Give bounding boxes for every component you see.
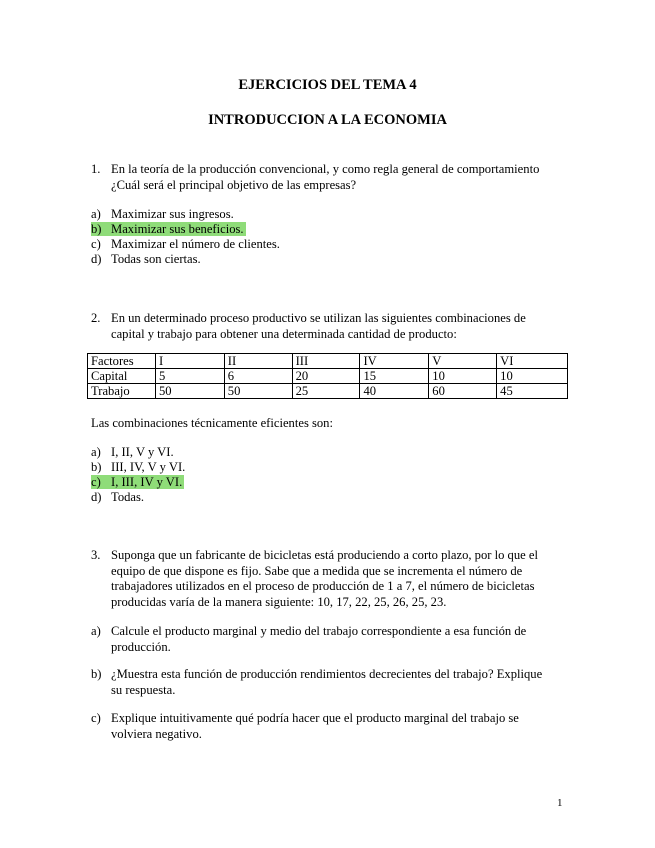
part-letter: c) xyxy=(91,711,101,725)
table-cell: IV xyxy=(360,354,429,369)
question-text: En un determinado proceso productivo se utilizan las siguientes combinaciones de capital y trabajo para obtener una determinada cantidad de producto: xyxy=(111,311,526,341)
question-number: 3. xyxy=(91,548,101,562)
q2-option-b xyxy=(91,460,185,476)
table-cell: 10 xyxy=(497,369,568,384)
question-3 xyxy=(91,548,555,610)
option-text: I, III, IV y VI. xyxy=(111,475,183,489)
option-letter: b) xyxy=(91,460,102,474)
table-cell: Factores xyxy=(88,354,156,369)
part-letter: a) xyxy=(91,624,101,638)
table-cell: 20 xyxy=(292,369,360,384)
q1-option-d xyxy=(91,252,201,268)
table-cell: Trabajo xyxy=(88,384,156,399)
part-letter: b) xyxy=(91,667,102,681)
table-cell: 5 xyxy=(155,369,224,384)
option-text: III, IV, V y VI. xyxy=(111,460,186,474)
q2-prompt: Las combinaciones técnicamente eficientes son: xyxy=(91,416,333,430)
q1-option-c xyxy=(91,237,280,253)
question-2 xyxy=(91,311,551,342)
q1-option-b-highlighted xyxy=(91,222,246,238)
option-letter: c) xyxy=(91,237,101,251)
table-row xyxy=(88,384,568,399)
part-text: Explique intuitivamente qué podría hacer que el producto marginal del trabajo se volviera negativo. xyxy=(111,711,519,741)
document-subtitle: INTRODUCCION A LA ECONOMIA xyxy=(208,112,447,128)
option-text: Maximizar sus beneficios. xyxy=(111,222,244,236)
table-cell: 6 xyxy=(224,369,292,384)
option-letter: b) xyxy=(91,222,102,236)
option-text: Maximizar sus ingresos. xyxy=(111,207,234,221)
table-cell: 50 xyxy=(224,384,292,399)
factors-table xyxy=(87,353,568,399)
question-text: En la teoría de la producción convencional, y como regla general de comportamiento ¿Cuál será el principal objetivo de las empresas? xyxy=(111,162,540,192)
part-text: Calcule el producto marginal y medio del trabajo correspondiente a esa función de producción. xyxy=(111,624,527,654)
q3-part-a xyxy=(91,624,541,655)
part-text: ¿Muestra esta función de producción rendimientos decrecientes del trabajo? Explique su respuesta. xyxy=(111,667,543,697)
q2-option-a xyxy=(91,445,174,461)
table-cell: 15 xyxy=(360,369,429,384)
page-number: 1 xyxy=(557,797,563,809)
q2-option-c-highlighted xyxy=(91,475,184,491)
question-number: 2. xyxy=(91,311,101,325)
table-row xyxy=(88,369,568,384)
table-cell: II xyxy=(224,354,292,369)
option-text: Todas. xyxy=(111,490,145,504)
table-cell: VI xyxy=(497,354,568,369)
option-text: Todas son ciertas. xyxy=(111,252,201,266)
table-cell: 40 xyxy=(360,384,429,399)
option-text: Maximizar el número de clientes. xyxy=(111,237,280,251)
option-letter: a) xyxy=(91,207,101,221)
option-text: I, II, V y VI. xyxy=(111,445,174,459)
document-title: EJERCICIOS DEL TEMA 4 xyxy=(238,77,417,93)
q3-part-c xyxy=(91,711,541,742)
option-letter: d) xyxy=(91,490,102,504)
table-cell: I xyxy=(155,354,224,369)
question-number: 1. xyxy=(91,162,101,176)
table-cell: III xyxy=(292,354,360,369)
question-text: Suponga que un fabricante de bicicletas está produciendo a corto plazo, por lo que el equipo de que dispone es fijo. Sabe que a medida que se incrementa el número de trabajadores utilizados en el proceso de producción de 1 a 7, el número de bicicletas producidas varía de la manera siguiente: 10, 17, 22, 25, 26, 25, 23. xyxy=(111,548,538,609)
q3-part-b xyxy=(91,667,553,698)
q2-option-d xyxy=(91,490,144,506)
q1-option-a xyxy=(91,207,234,223)
table-cell: 10 xyxy=(429,369,497,384)
table-cell: V xyxy=(429,354,497,369)
option-letter: a) xyxy=(91,445,101,459)
table-cell: 25 xyxy=(292,384,360,399)
table-cell: 50 xyxy=(155,384,224,399)
table-cell: 60 xyxy=(429,384,497,399)
option-letter: d) xyxy=(91,252,102,266)
table-cell: Capital xyxy=(88,369,156,384)
table-cell: 45 xyxy=(497,384,568,399)
option-letter: c) xyxy=(91,475,101,489)
question-1 xyxy=(91,162,561,193)
table-row xyxy=(88,354,568,369)
